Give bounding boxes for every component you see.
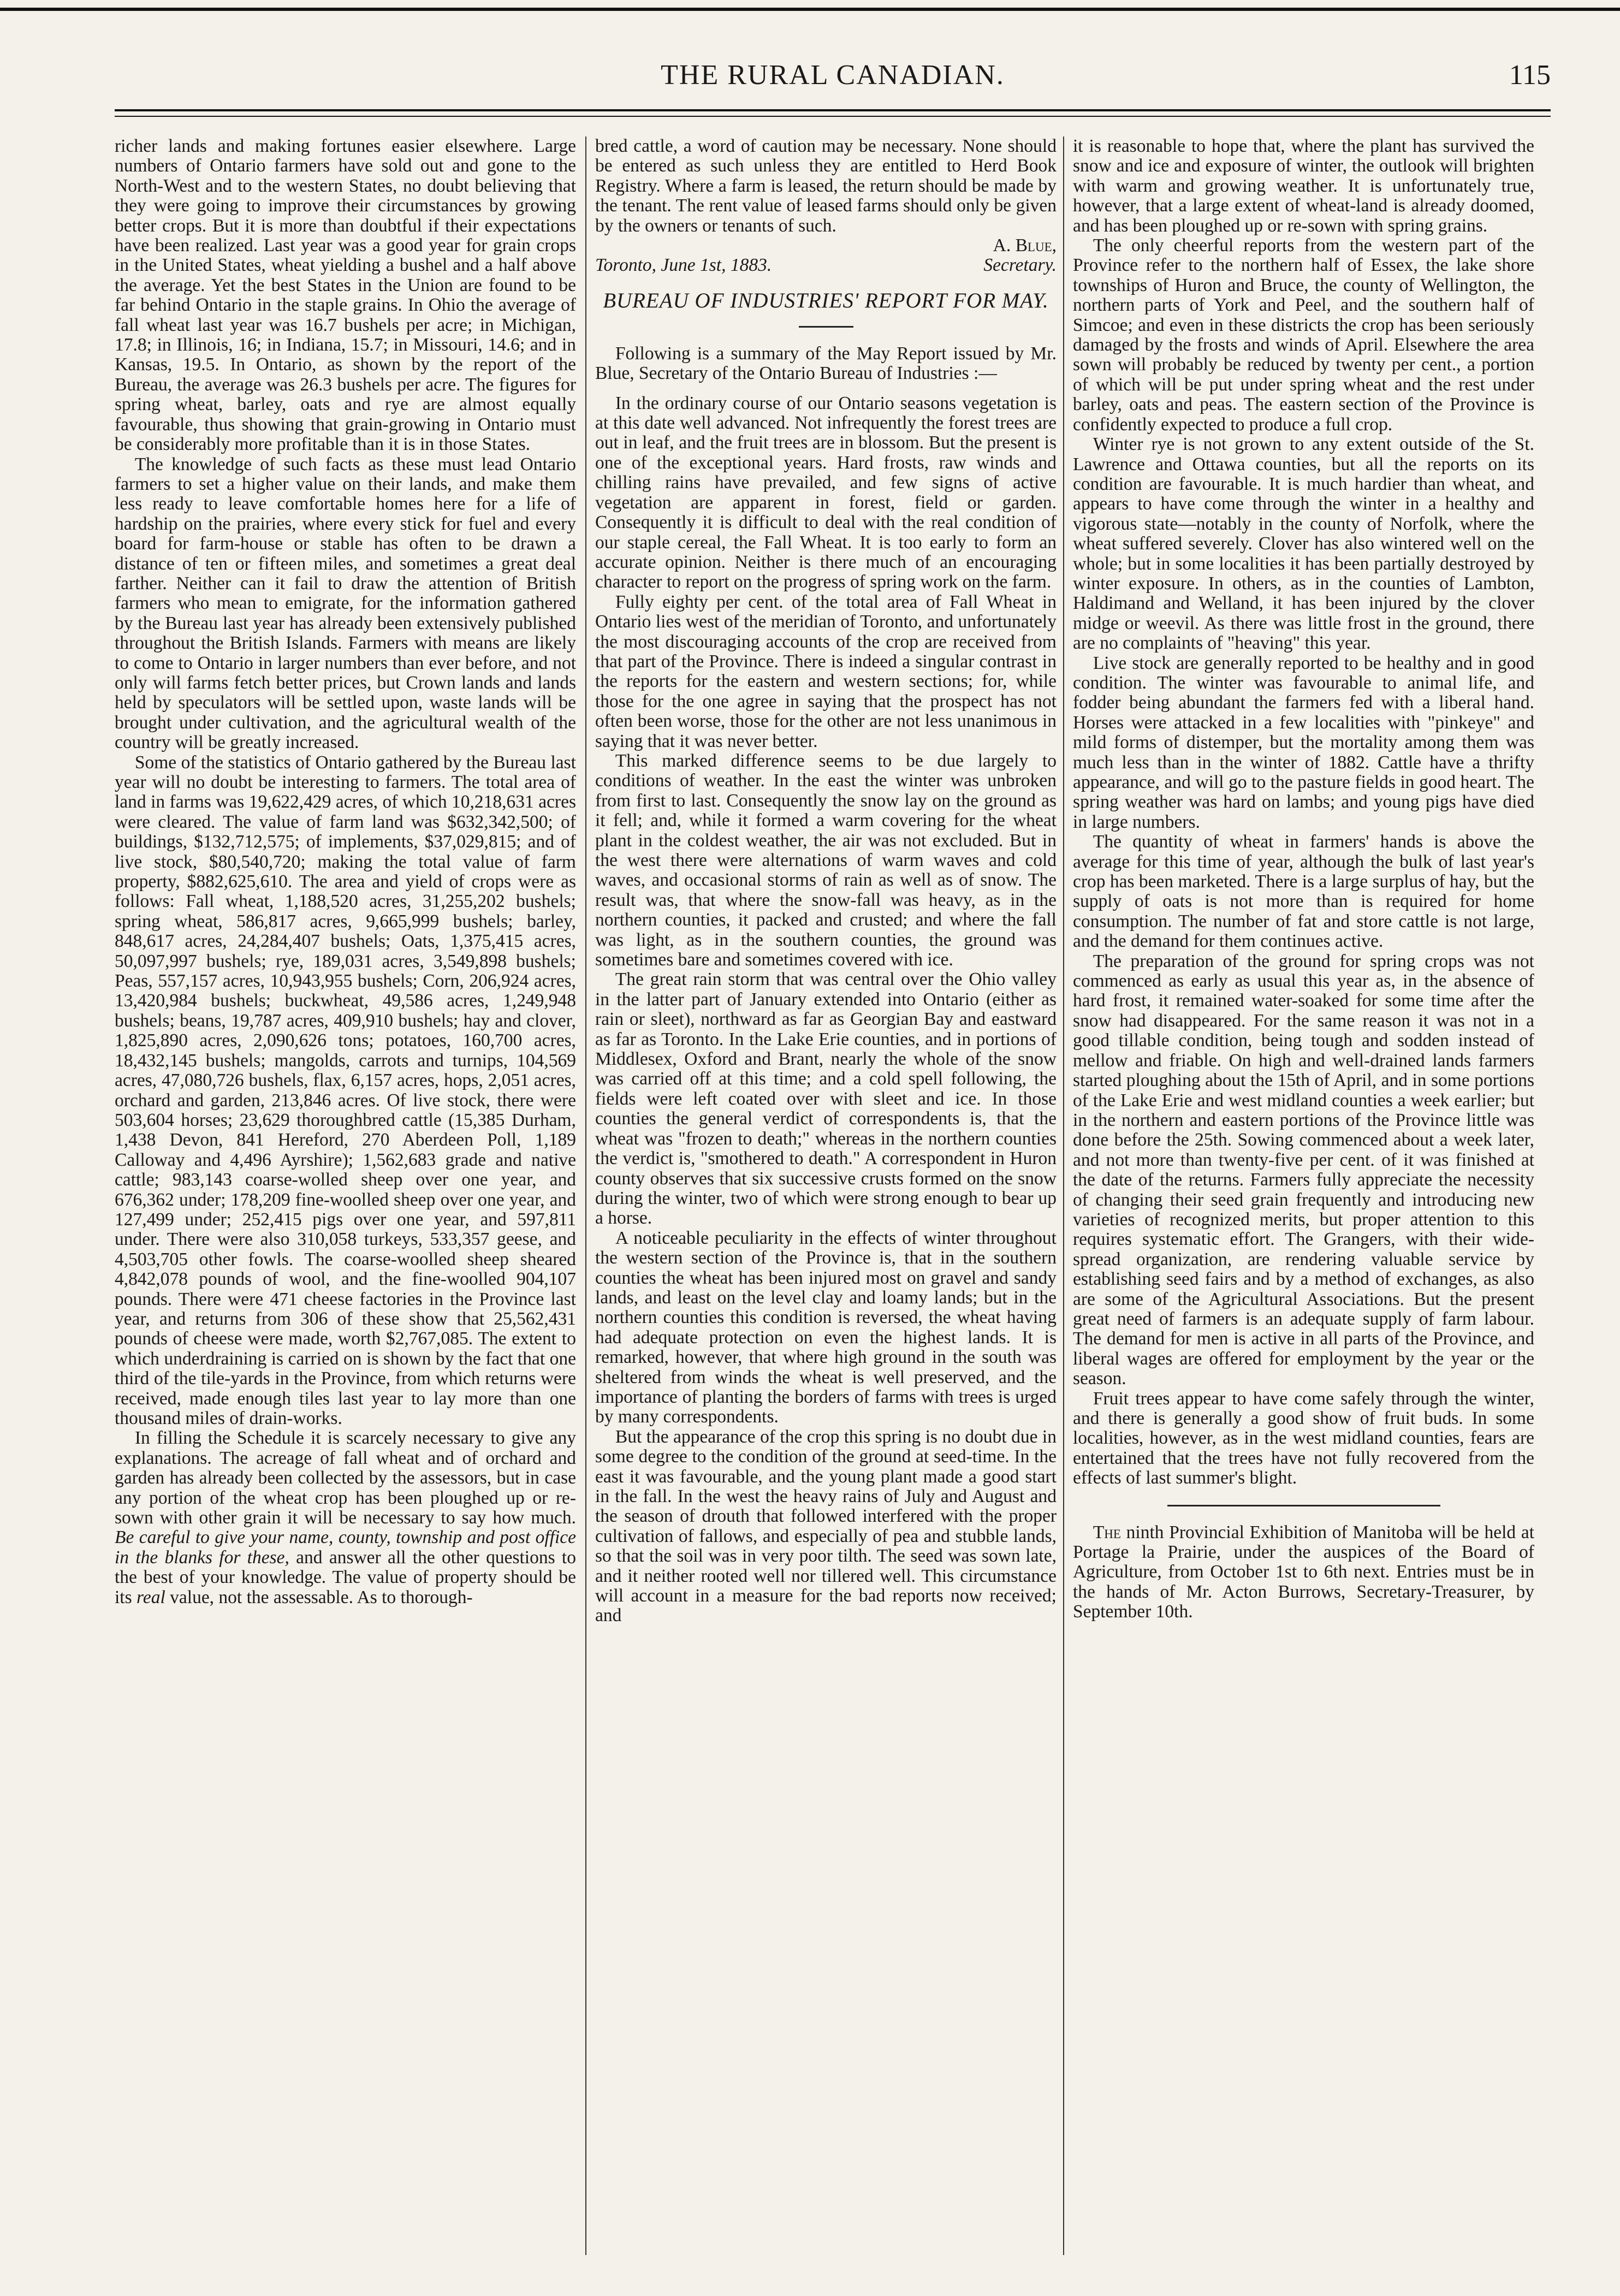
paragraph: The only cheerful reports from the western part of the Province refer to the northern half of Essex, the lake shore townships of Huron and Bruce, the county of Wellington, the northern parts of York and Peel, and the southern half of Simcoe; and even in these districts the crop has been seriously damaged by the frosts and winds of April. Elsewhere the area sown will probably be reduced by twenty per cent., a portion of which will be put under spring wheat and the rest under barley, oats and peas. The eastern section of the Province is confidently expected to produce a full crop. xyxy=(1073,235,1534,435)
paragraph-text: value, not the assessable. As to thorough- xyxy=(165,1587,473,1607)
paragraph: Following is a summary of the May Report issued by Mr. Blue, Secretary of the Ontario Bureau of Industries :— xyxy=(595,343,1057,384)
page-number: 115 xyxy=(1509,60,1551,91)
publication-title: THE RURAL CANADIAN. xyxy=(661,60,1005,91)
paragraph: Some of the statistics of Ontario gathered by the Bureau last year will no doubt be interesting to farmers. The total area of land in farms was 19,622,429 acres, of which 10,218,631 acres were cleared. The value of farm land was $632,342,500; of buildings, $132,712,575; of implements, $37,029,815; and of live stock, $80,540,720; making the total value of farm property, $882,625,610. The area and yield of crops were as follows: Fall wheat, 1,188,520 acres, 31,255,202 bushels; spring wheat, 586,817 acres, 9,665,999 bushels; barley, 848,617 acres, 24,284,407 bushels; Oats, 1,375,415 acres, 50,097,997 bushels; rye, 189,031 acres, 3,549,898 bushels; Peas, 557,157 acres, 10,943,955 bushels; Corn, 206,924 acres, 13,420,984 bushels; buckwheat, 49,586 acres, 1,249,948 bushels; beans, 19,787 acres, 409,910 bushels; hay and clover, 1,825,890 acres, 2,090,626 tons; potatoes, 160,700 acres, 18,432,145 bushels; mangolds, carrots and turnips, 104,569 acres, 47,080,726 bushels, flax, 6,157 acres, hops, 2,051 acres, orchard and garden, 213,846 acres. Of live stock, there were 503,604 horses; 23,629 thoroughbred cattle (15,385 Durham, 1,438 Devon, 841 Hereford, 270 Aberdeen Poll, 1,189 Calloway and 4,496 Ayrshire); 1,562,683 grade and native cattle; 983,143 coarse-wolled sheep over one year, and 676,362 under; 178,209 fine-woolled sheep over one year, and 127,499 under; 252,415 pigs over one year, and 597,811 under. There were also 310,058 turkeys, 533,357 geese, and 4,503,705 other fowls. The coarse-woolled sheep sheared 4,842,078 pounds of wool, and the fine-woolled 904,107 pounds. There were 471 cheese factories in the Province last year, and returns from 306 of these show that 25,562,431 pounds of cheese were made, worth $2,767,085. The extent to which underdraining is carried on is shown by the fact that one third of the tile-yards in the Province, from which returns were received, made enough tiles last year to lay more than one thousand miles of drain-works. xyxy=(115,752,576,1428)
paragraph: richer lands and making fortunes easier elsewhere. Large numbers of Ontario farmers have sold out and gone to the North-West and to the western States, no doubt believing that they were going to improve their circumstances by growing better crops. But it is more than doubtful if their expectations have been realized. Last year was a good year for grain crops in the United States, wheat yielding a bushel and a half above the average. Yet the best States in the Union are found to be far behind Ontario in the staple grains. In Ohio the average of fall wheat last year was 16.7 bushels per acre; in Michigan, 17.8; in Illinois, 16; in Indiana, 15.7; in Missouri, 14.6; and in Kansas, 19.5. In Ontario, as shown by the report of the Bureau, the average was 26.3 bushels per acre. The figures for spring wheat, barley, oats and rye are almost equally favourable, thus showing that grain-growing in Ontario must be considerably more profitable than it is in those States. xyxy=(115,137,576,455)
header-rule xyxy=(115,109,1551,111)
paragraph: Fully eighty per cent. of the total area of Fall Wheat in Ontario lies west of the meridian of Toronto, and unfortunately the most discouraging accounts of the crop are received from that part of the Province. There is indeed a singular contrast in the reports for the eastern and western sections; for, while those for the one agree in saying that the prospect has not often been worse, those for the other are not less unanimous in saying that it was never better. xyxy=(595,591,1057,751)
paragraph: Fruit trees appear to have come safely through the winter, and there is generally a good show of fruit buds. In some localities, however, as in the west midland counties, fears are entertained that the trees have not fully recovered from the effects of last summer's blight. xyxy=(1073,1388,1534,1488)
column-1 xyxy=(115,137,576,2266)
paragraph: The preparation of the ground for spring crops was not commenced as early as usual this year as, in the absence of hard frost, it remained water-soaked for some time after the snow had disappeared. For the same reason it was not in a good tillable condition, being tough and sodden instead of mellow and friable. On high and well-drained lands farmers started ploughing about the 15th of April, and in some portions of the Lake Erie and west midland counties a week earlier; but in the northern and eastern portions of the Province little was done before the 25th. Sowing commenced about a week later, and not more than twenty-five per cent. of it was finished at the date of the returns. Farmers fully appreciate the necessity of changing their seed grain frequently and introducing new varieties of recognized merits, but proper attention to this requires systematic effort. The Grangers, with their wide-spread organization, are rendering valuable service by establishing seed fairs and by a method of exchanges, as also are some of the Agricultural Associations. But the present great need of farmers is an adequate supply of farm labour. The demand for men is active in all parts of the Province, and liberal wages are offered for employment by the year or the season. xyxy=(1073,951,1534,1389)
signature-name: A. Blue, xyxy=(993,235,1057,256)
paragraph: Live stock are generally reported to be healthy and in good condition. The winter was favourable to animal life, and fodder being abundant the farmers fed with a liberal hand. Horses were attacked in a few localities with "pinkeye" and mild forms of distemper, but the mortality among them was much less than in the winter of 1882. Cattle have a thrifty appearance, and will go to the pasture fields in good heart. The spring weather was hard on lambs; and young pigs have died in large numbers. xyxy=(1073,652,1534,832)
header-rule-thin xyxy=(115,116,1551,117)
paragraph: But the appearance of the crop this spring is no doubt due in some degree to the condition of the ground at seed-time. In the east it was favourable, and the young plant made a good start in the fall. In the west the heavy rains of July and August and the season of drouth that followed interfered with the proper cultivation of fallows, and especially of pea and stubble lands, so that the soil was in very poor tilth. The seed was sown late, and it neither rooted well nor tillered well. This circumstance will account in a measure for the bad reports now received; and xyxy=(595,1426,1057,1626)
paragraph: The quantity of wheat in farmers' hands is above the average for this time of year, although the bulk of last year's crop has been marketed. There is a large surplus of hay, but the supply of oats is not more than is required for home consumption. The number of fat and store cattle is not large, and the demand for them continues active. xyxy=(1073,832,1534,952)
paragraph: it is reasonable to hope that, where the plant has survived the snow and ice and exposure of winter, the outlook will brighten with warm and growing weather. It is unfortunately true, however, that a large extent of wheat-land is already doomed, and has been ploughed up or re-sown with spring grains. xyxy=(1073,137,1534,236)
emphasis-text: real xyxy=(137,1587,165,1607)
signature-line xyxy=(595,256,1057,275)
paragraph: The great rain storm that was central over the Ohio valley in the latter part of January extended into Ontario (either as rain or sleet), northward as far as Georgian Bay and eastward as far as Toronto. In the Lake Erie counties, and in portions of Middlesex, Oxford and Brant, nearly the whole of the snow was carried off at this time; and a cold spell following, the fields were left coated over with sleet and ice. In those counties the general verdict of correspondents is, that the wheat was "frozen to death;" whereas in the northern counties the verdict is, "smothered to death." A correspondent in Huron county observes that six successive crusts formed on the snow during the winter, two of which were strong enough to bear up a horse. xyxy=(595,969,1057,1229)
paragraph: The knowledge of such facts as these must lead Ontario farmers to set a higher value on their lands, and make them less ready to leave comfortable homes here for a life of hardship on the prairies, where every stick for fuel and every board for farm-house or stable has often to be drawn a distance of ten or fifteen miles, and sometimes a great deal farther. Neither can it fail to draw the attention of British farmers who mean to emigrate, for the information gathered by the Bureau last year has already been extensively published throughout the British Islands. Farmers with means are likely to come to Ontario in larger numbers than ever before, and not only will farms fetch better prices, but Crown lands and lands held by speculators will be settled upon, waste lands will be brought under cultivation, and the agricultural wealth of the country will be greatly increased. xyxy=(115,454,576,753)
heading-rule xyxy=(799,326,853,328)
signature-title: Secretary. xyxy=(983,255,1057,276)
article-separator-rule xyxy=(1167,1505,1440,1506)
paragraph-text: In filling the Schedule it is scarcely necessary to give any explanations. The acreage of fall wheat and of orchard and garden has already been collected by the assessors, but in case any portion of the wheat crop has been ploughed up or re-sown with other grain it will be necessary to say how much. xyxy=(115,1428,576,1528)
page-header xyxy=(115,59,1551,97)
column-divider xyxy=(1063,137,1064,2255)
column-2 xyxy=(595,137,1057,2266)
paragraph xyxy=(115,1428,576,1607)
column-divider xyxy=(585,137,586,2255)
paragraph: Winter rye is not grown to any extent outside of the St. Lawrence and Ottawa counties, but all the reports on its condition are favourable. It is much hardier than wheat, and appears to have come through the winter in a healthy and vigorous state—notably in the county of Norfolk, where the wheat suffered severely. Clover has also wintered well on the whole; but in some localities it has been partially destroyed by winter exposure. In others, as in the counties of Lambton, Haldimand and Welland, it has been injured by the clover midge or weevil. As there was little frost in the ground, there are no complaints of "heaving" this year. xyxy=(1073,434,1534,654)
paragraph: This marked difference seems to be due largely to conditions of weather. In the east the winter was unbroken from first to last. Consequently the snow lay on the ground as it fell; and, while it formed a warm covering for the wheat plant in the coldest weather, the air was not excluded. But in the west there were alternations of warm waves and cold waves, and occasional storms of rain as well as of snow. The result was, that where the snow-fall was heavy, as in the northern counties, it packed and crusted; and where the fall was light, as in the southern counties, the ground was sometimes bare and sometimes covered with ice. xyxy=(595,750,1057,970)
paragraph-text: ninth Provincial Exhibition of Manitoba will be held at Portage la Prairie, under the auspices of the Board of Agriculture, from October 1st to 6th next. Entries must be in the hands of Mr. Acton Burrows, Secretary-Treasurer, by September 10th. xyxy=(1073,1522,1534,1622)
column-3 xyxy=(1073,137,1534,2266)
paragraph xyxy=(1073,1523,1534,1622)
signature-place-date: Toronto, June 1st, 1883. xyxy=(595,255,772,276)
lead-word: The xyxy=(1093,1522,1121,1542)
top-border-rule xyxy=(0,8,1620,11)
emphasis-text: Be careful to give your name, county, township and post office in the blanks for these, xyxy=(115,1527,576,1568)
paragraph: In the ordinary course of our Ontario seasons vegetation is at this date well advanced. Not infrequently the forest trees are out in leaf, and the fruit trees are in blossom. But the present is one of the exceptional years. Hard frosts, raw winds and chilling rains have prevailed, and few signs of active vegetation are apparent in forest, field or garden. Consequently it is difficult to deal with the real condition of our staple cereal, the Fall Wheat. It is too early to form an accurate opinion. Neither is there much of an encouraging character to report on the progress of spring work on the farm. xyxy=(595,393,1057,592)
paragraph-text: and answer all the other questions to the best of your knowledge. The value of property should be its xyxy=(115,1547,576,1607)
article-heading: BUREAU OF INDUSTRIES' REPORT FOR MAY. xyxy=(603,288,1049,312)
paragraph: A noticeable peculiarity in the effects of winter throughout the western section of the Province is, that in the southern counties the wheat has been injured most on gravel and sandy lands, and least on the level clay and loamy lands; but in the northern counties this condition is reversed, the wheat having had adequate protection on even the highest lands. It is remarked, however, that where high ground in the south was sheltered from winds the wheat is well preserved, and the importance of planting the borders of farms with trees is urged by many correspondents. xyxy=(595,1227,1057,1427)
paragraph: bred cattle, a word of caution may be necessary. None should be entered as such unless they are entitled to Herd Book Registry. Where a farm is leased, the return should be made by the tenant. The rent value of leased farms should only be given by the owners or tenants of such. xyxy=(595,137,1057,236)
